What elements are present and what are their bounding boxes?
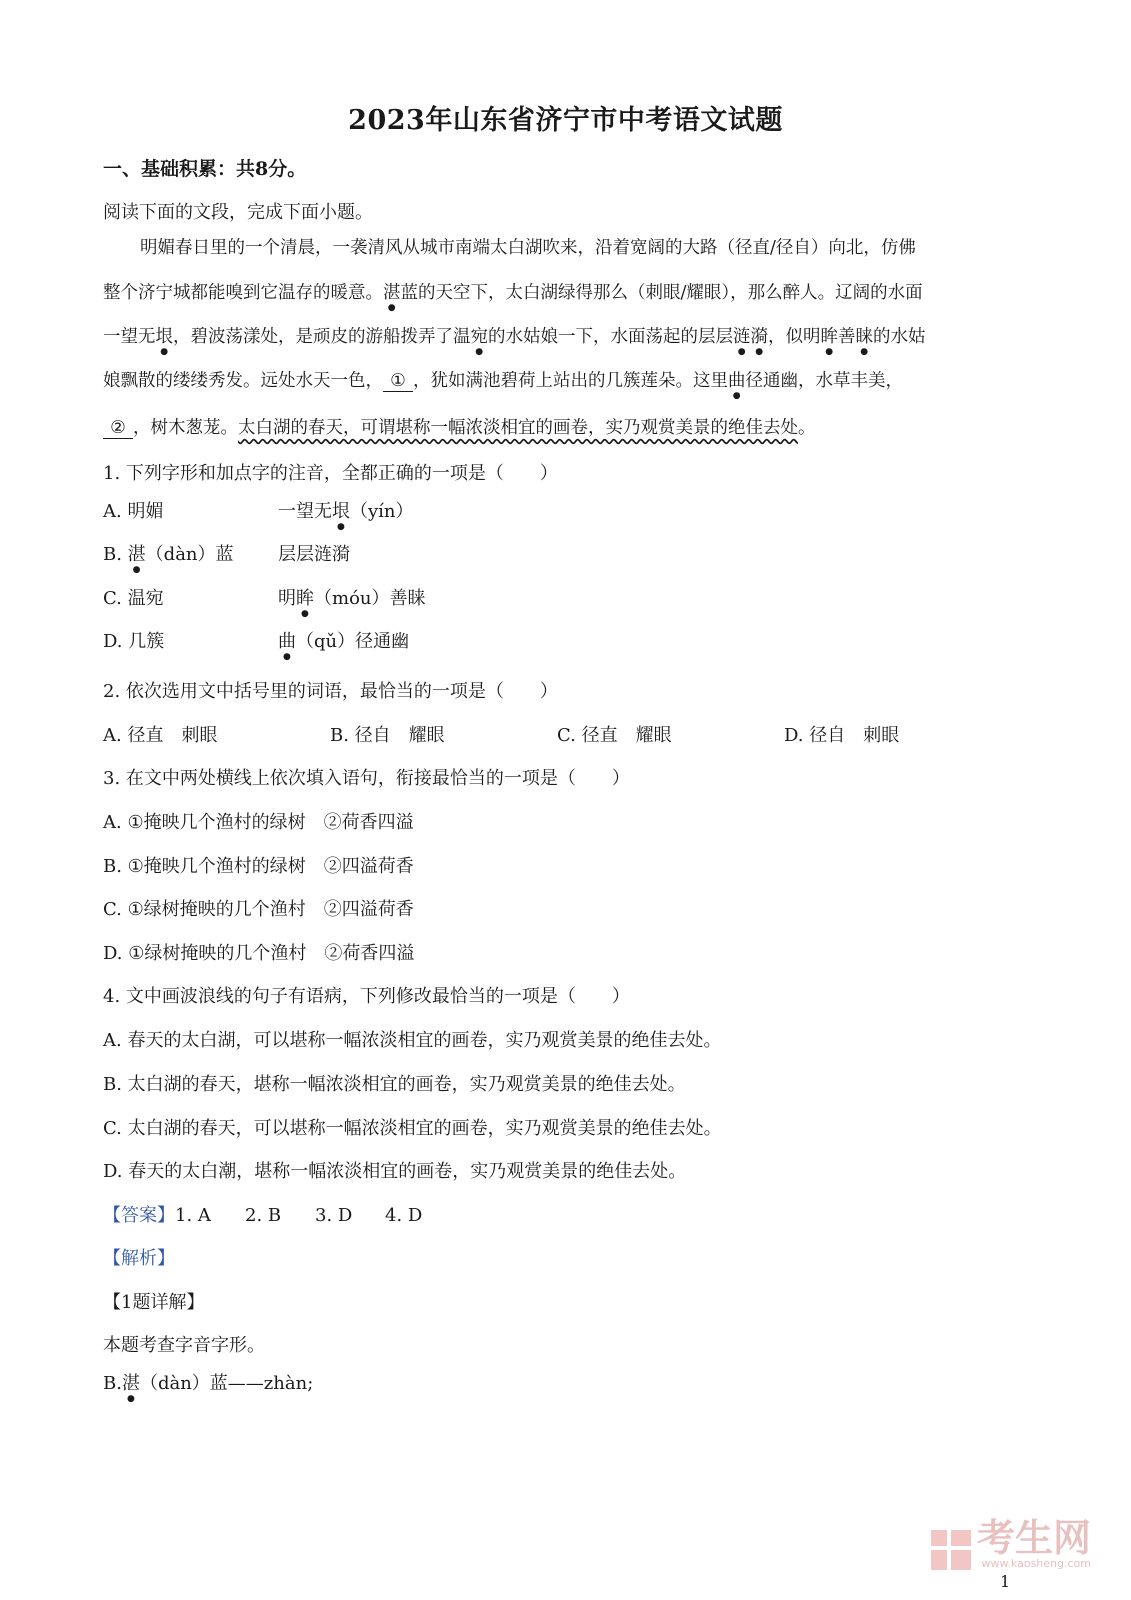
analysis-line-2: B.湛（dàn）蓝——zhàn; xyxy=(103,1373,314,1394)
q4-option-b: B. 太白湖的春天，堪称一幅浓淡相宜的画卷，实乃观赏美景的绝佳去处。 xyxy=(103,1074,686,1095)
section-heading: 一、基础积累：共8分。 xyxy=(103,158,307,180)
passage-line-5: ② ，树木葱茏。太白湖的春天，可谓堪称一幅浓淡相宜的画卷，实乃观赏美景的绝佳去处。 xyxy=(103,414,1029,439)
q2-options xyxy=(103,721,899,747)
dotted-char: 涟漪 xyxy=(733,327,768,347)
analysis-line-1: 本题考查字音字形。 xyxy=(103,1335,265,1356)
q3-option-a: A. ①掩映几个渔村的绿树 ②荷香四溢 xyxy=(103,812,414,833)
wavy-underlined-sentence: 太白湖的春天，可谓堪称一幅浓淡相宜的画卷，实乃观赏美景的绝佳去处 xyxy=(238,418,798,438)
dotted-char: 宛 xyxy=(470,327,488,347)
q2-option-c: C. 径直 耀眼 xyxy=(557,725,672,746)
passage-line-1: 明媚春日里的一个清晨，一袭清风从城市南端太白湖吹来，沿着宽阔的大路（径直/径自）向北，仿佛 xyxy=(140,238,916,258)
q1-stem: 1. 下列字形和加点字的注音，全都正确的一项是（ ） xyxy=(103,463,558,484)
q2-option-d: D. 径自 刺眼 xyxy=(784,725,900,746)
q4-option-d: D. 春天的太白潮，堪称一幅浓淡相宜的画卷，实乃观赏美景的绝佳去处。 xyxy=(103,1161,687,1182)
dotted-char: 曲 xyxy=(728,371,746,391)
q2-stem: 2. 依次选用文中括号里的词语，最恰当的一项是（ ） xyxy=(103,681,558,702)
dotted-char: 湛 xyxy=(383,283,401,303)
detail-heading: 【1题详解】 xyxy=(103,1292,205,1313)
passage-line-4: 娘飘散的缕缕秀发。远处水天一色， ① ，犹如满池碧荷上站出的几簇莲朵。这里曲径通幽，水草丰美， xyxy=(103,371,903,391)
watermark xyxy=(931,1516,1091,1570)
q1-option-a: A. 明媚 一望无垠（yín） xyxy=(103,501,414,522)
dotted-char: 垠 xyxy=(155,327,173,347)
answer-tag: 【答案】 xyxy=(103,1205,175,1226)
q4-stem: 4. 文中画波浪线的句子有语病，下列修改最恰当的一项是（ ） xyxy=(103,986,630,1007)
blank-1: ① xyxy=(383,371,413,392)
q1-option-c: C. 温宛 明眸（móu）善睐 xyxy=(103,588,426,609)
blank-2: ② xyxy=(103,418,133,439)
passage-line-3: 一望无垠，碧波荡漾处，是顽皮的游船拨弄了温宛的水姑娘一下，水面荡起的层层涟漪，似明眸善睐的水姑 xyxy=(103,327,926,347)
q3-option-d: D. ①绿树掩映的几个渔村 ②荷香四溢 xyxy=(103,943,415,964)
q2-option-a: A. 径直 刺眼 xyxy=(103,725,218,746)
q1-option-b: B. 湛（dàn）蓝 层层涟漪 xyxy=(103,544,350,565)
watermark-text: 考生网 xyxy=(976,1516,1091,1560)
analysis-tag: 【解析】 xyxy=(103,1248,175,1269)
document-title: 2023年山东省济宁市中考语文试题 xyxy=(348,105,783,136)
watermark-logo-icon xyxy=(931,1530,971,1570)
dotted-char: 睐 xyxy=(855,327,873,347)
q4-option-c: C. 太白湖的春天，可以堪称一幅浓淡相宜的画卷，实乃观赏美景的绝佳去处。 xyxy=(103,1118,722,1139)
q2-option-b: B. 径自 耀眼 xyxy=(330,725,445,746)
q4-option-a: A. 春天的太白湖，可以堪称一幅浓淡相宜的画卷，实乃观赏美景的绝佳去处。 xyxy=(103,1030,722,1051)
q3-option-c: C. ①绿树掩映的几个渔村 ②四溢荷香 xyxy=(103,899,414,920)
dotted-char: 眸 xyxy=(820,327,838,347)
page-number: 1 xyxy=(1000,1572,1011,1591)
passage-line-2: 整个济宁城都能嗅到它温存的暖意。湛蓝的天空下，太白湖绿得那么（刺眼/耀眼），那么醉人。辽阔的水面 xyxy=(103,283,923,303)
q1-option-d: D. 几簇 曲（qǔ）径通幽 xyxy=(103,631,410,652)
q3-stem: 3. 在文中两处横线上依次填入语句，衔接最恰当的一项是（ ） xyxy=(103,768,630,789)
q3-option-b: B. ①掩映几个渔村的绿树 ②四溢荷香 xyxy=(103,856,414,877)
answer-line: 【答案】1. A 2. B 3. D 4. D xyxy=(103,1205,423,1226)
section-intro: 阅读下面的文段，完成下面小题。 xyxy=(103,202,373,223)
watermark-url: www.kaosheng.com xyxy=(981,1557,1091,1570)
